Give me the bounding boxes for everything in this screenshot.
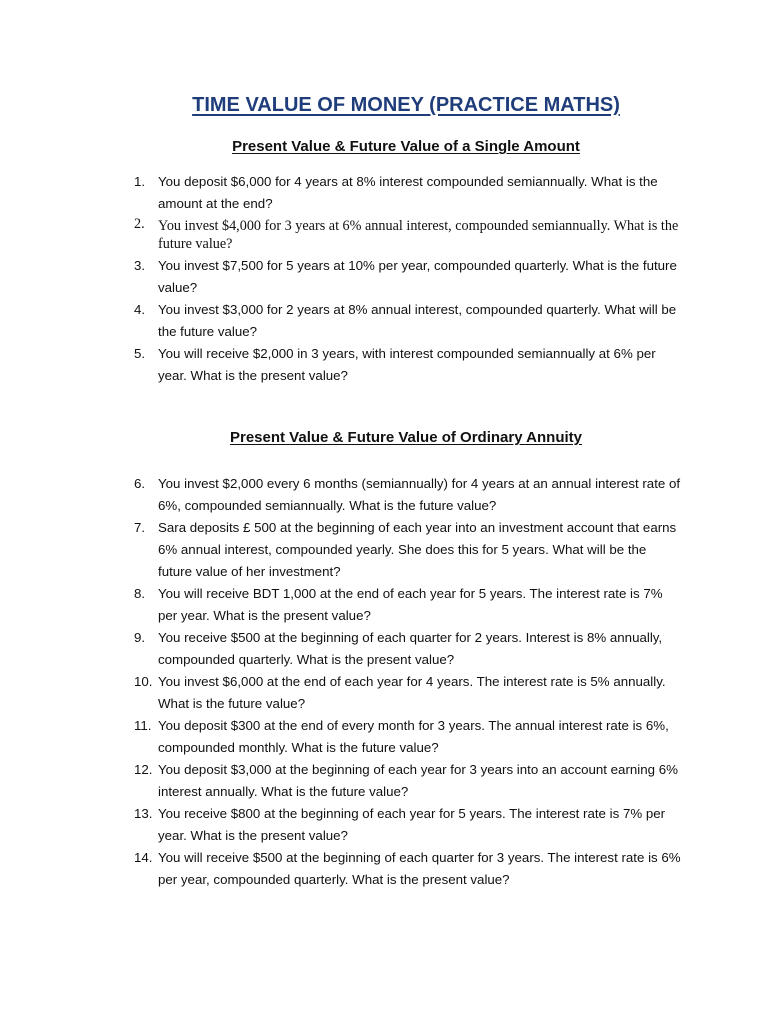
question-number: 6. [134, 476, 146, 491]
question-number: 13. [134, 806, 153, 821]
question-text: You deposit $3,000 at the beginning of each year for 3 years into an account earning 6% interest annually. What is the future value? [158, 762, 678, 799]
question-text: You will receive BDT 1,000 at the end of each year for 5 years. The interest rate is 7% per year. What is the present value? [158, 586, 663, 623]
question-item [134, 847, 682, 891]
question-text: You receive $500 at the beginning of each quarter for 2 years. Interest is 8% annually, compounded quarterly. What is the present value? [158, 630, 663, 667]
question-item [134, 215, 682, 255]
question-number: 12. [134, 762, 153, 777]
question-text: You invest $7,500 for 5 years at 10% per year, compounded quarterly. What is the future value? [158, 258, 677, 295]
question-number: 5. [134, 346, 146, 361]
question-text: You invest $3,000 for 2 years at 8% annual interest, compounded quarterly. What will be the future value? [158, 302, 677, 339]
question-text: You deposit $300 at the end of every month for 3 years. The annual interest rate is 6%, compounded monthly. What is the future value? [158, 718, 669, 755]
question-text: You invest $4,000 for 3 years at 6% annual interest, compounded semiannually. What is the future value? [158, 218, 679, 252]
question-text: You invest $6,000 at the end of each year for 4 years. The interest rate is 5% annually. What is the future value? [158, 674, 666, 711]
question-number: 1. [134, 174, 146, 189]
question-list-single-amount [134, 171, 682, 387]
question-item [134, 627, 682, 671]
question-number: 11. [134, 718, 152, 733]
question-number: 7. [134, 520, 146, 535]
question-item [134, 171, 682, 215]
question-item [134, 255, 682, 299]
question-number: 9. [134, 630, 146, 645]
question-item [134, 343, 682, 387]
question-number: 10. [134, 674, 153, 689]
question-number: 14. [134, 850, 153, 865]
question-text: You deposit $6,000 for 4 years at 8% interest compounded semiannually. What is the amount at the end? [158, 174, 658, 211]
question-number: 4. [134, 302, 146, 317]
question-text: You will receive $500 at the beginning of each quarter for 3 years. The interest rate is 6% per year, compounded quarterly. What is the present value? [158, 850, 681, 887]
question-text: Sara deposits £ 500 at the beginning of each year into an investment account that earns 6% annual interest, compounded yearly. She does this for 5 years. What will be the future value of her investment? [158, 520, 677, 579]
question-number: 2. [134, 216, 145, 232]
question-item [134, 803, 682, 847]
question-number: 8. [134, 586, 146, 601]
section-heading-ordinary-annuity: Present Value & Future Value of Ordinary Annuity [229, 429, 583, 446]
question-item [134, 715, 682, 759]
question-number: 3. [134, 258, 146, 273]
question-text: You invest $2,000 every 6 months (semiannually) for 4 years at an annual interest rate of 6%, compounded semiannually. What is the future value? [158, 476, 681, 513]
question-text: You receive $800 at the beginning of each year for 5 years. The interest rate is 7% per year. What is the present value? [158, 806, 666, 843]
section-heading-single-amount: Present Value & Future Value of a Single Amount [232, 138, 580, 155]
question-list-ordinary-annuity [134, 473, 682, 891]
question-item [134, 583, 682, 627]
question-item [134, 517, 682, 583]
question-text: You will receive $2,000 in 3 years, with interest compounded semiannually at 6% per year. What is the present value? [158, 346, 656, 383]
question-item [134, 299, 682, 343]
question-item [134, 473, 682, 517]
question-item [134, 759, 682, 803]
question-item [134, 671, 682, 715]
page-title: TIME VALUE OF MONEY (PRACTICE MATHS) [192, 94, 620, 116]
